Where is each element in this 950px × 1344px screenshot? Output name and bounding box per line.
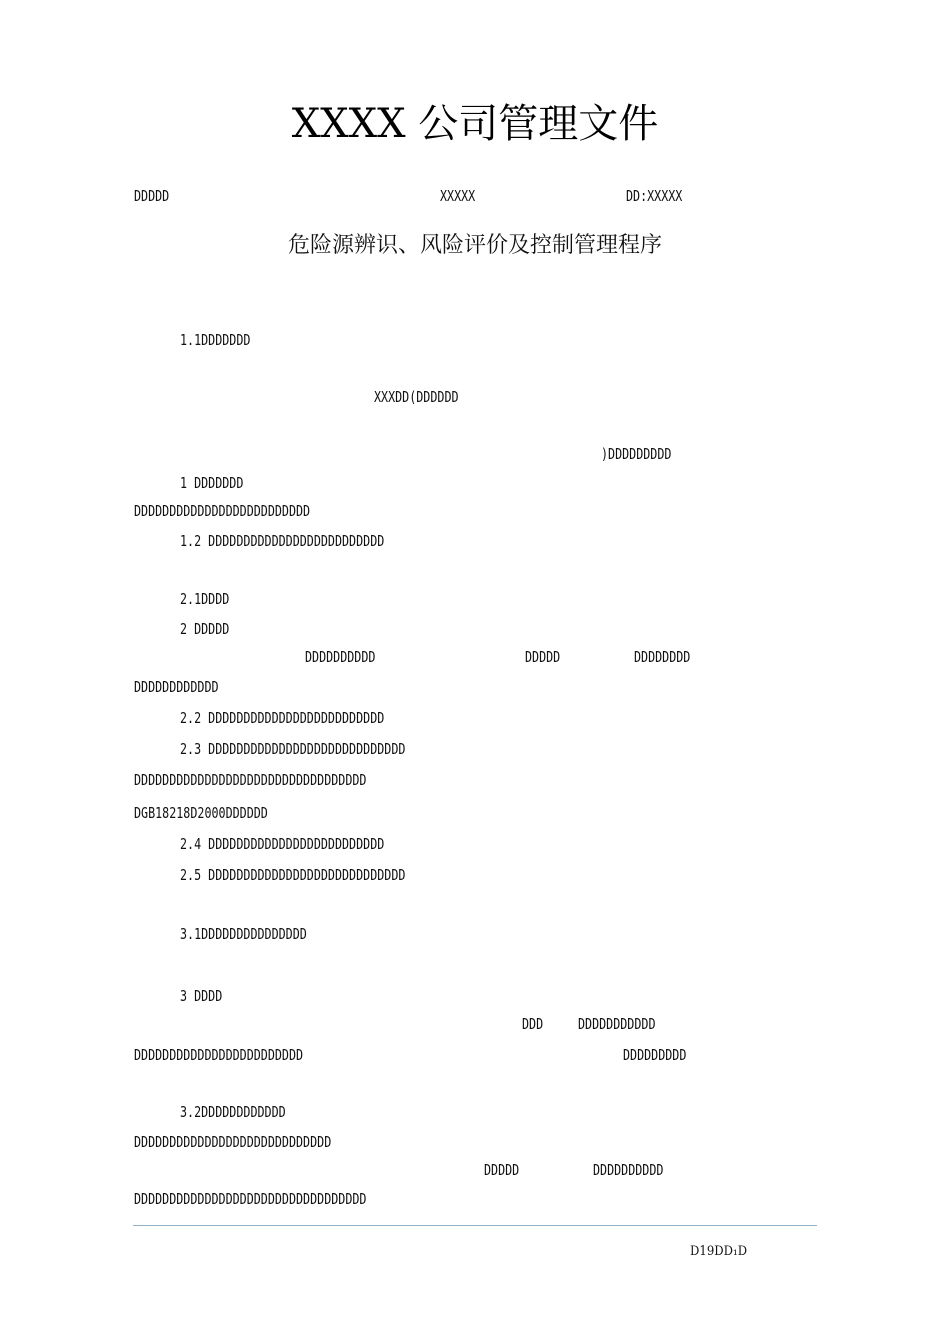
body-text-line: DDDDD: [525, 648, 561, 666]
body-text-line: DDDDDDDDDDDDDDDDDDDDDDDDD: [134, 502, 311, 520]
body-text-line: XXXDD(DDDDDD: [374, 388, 459, 406]
section-3-1-heading: 3.1DDDDDDDDDDDDDDD: [180, 925, 307, 943]
header-document-number: DD:XXXXX: [626, 187, 683, 205]
page-number: D19DD₁D: [690, 1244, 748, 1259]
standard-reference: DGB18218D2000DDDDDD: [134, 804, 268, 822]
section-2-5-heading: 2.5 DDDDDDDDDDDDDDDDDDDDDDDDDDDD: [180, 866, 406, 884]
section-3-2-heading: 3.2DDDDDDDDDDDD: [180, 1103, 286, 1121]
body-text-line: DDDDDDDDDDDDDDDDDDDDDDDD: [134, 1046, 304, 1064]
body-text-line: DDDDDDDDDDDD: [134, 678, 219, 696]
section-1-1-heading: 1.1DDDDDDD: [180, 331, 251, 349]
body-text-line: DDDDDDDDDD: [593, 1161, 664, 1179]
body-text-line: DDDDDDDDDDDDDDDDDDDDDDDDDDDD: [134, 1133, 332, 1151]
header-center-label: XXXXX: [440, 187, 476, 205]
body-text-line: DDDDD: [484, 1161, 520, 1179]
section-2-heading: 2 DDDDD: [180, 620, 230, 638]
body-text-line: DDDDDDDDDDDDDDDDDDDDDDDDDDDDDDDDD: [134, 1190, 367, 1208]
document-title: XXXX 公司管理文件: [291, 101, 659, 147]
section-2-2-heading: 2.2 DDDDDDDDDDDDDDDDDDDDDDDDD: [180, 709, 385, 727]
section-1-heading: 1 DDDDDDD: [180, 474, 244, 492]
section-2-4-heading: 2.4 DDDDDDDDDDDDDDDDDDDDDDDDD: [180, 835, 385, 853]
body-text-line: DDDDDDDDDDD: [578, 1015, 656, 1033]
section-2-3-heading: 2.3 DDDDDDDDDDDDDDDDDDDDDDDDDDDD: [180, 740, 406, 758]
body-text-line: DDDDDDDDDDDDDDDDDDDDDDDDDDDDDDDDD: [134, 771, 367, 789]
procedure-title: 危险源辨识、风险评价及控制管理程序: [287, 233, 662, 258]
body-text-line: DDD: [522, 1015, 544, 1033]
section-2-1-heading: 2.1DDDD: [180, 590, 230, 608]
footer-divider: [133, 1225, 817, 1226]
section-1-2-heading: 1.2 DDDDDDDDDDDDDDDDDDDDDDDDD: [180, 532, 385, 550]
section-3-heading: 3 DDDD: [180, 987, 223, 1005]
body-text-line: DDDDDDDDD: [623, 1046, 687, 1064]
body-text-line: )DDDDDDDDD: [601, 445, 672, 463]
body-text-line: DDDDDDDDDD: [305, 648, 376, 666]
header-left-label: DDDDD: [134, 187, 170, 205]
body-text-line: DDDDDDDD: [634, 648, 691, 666]
